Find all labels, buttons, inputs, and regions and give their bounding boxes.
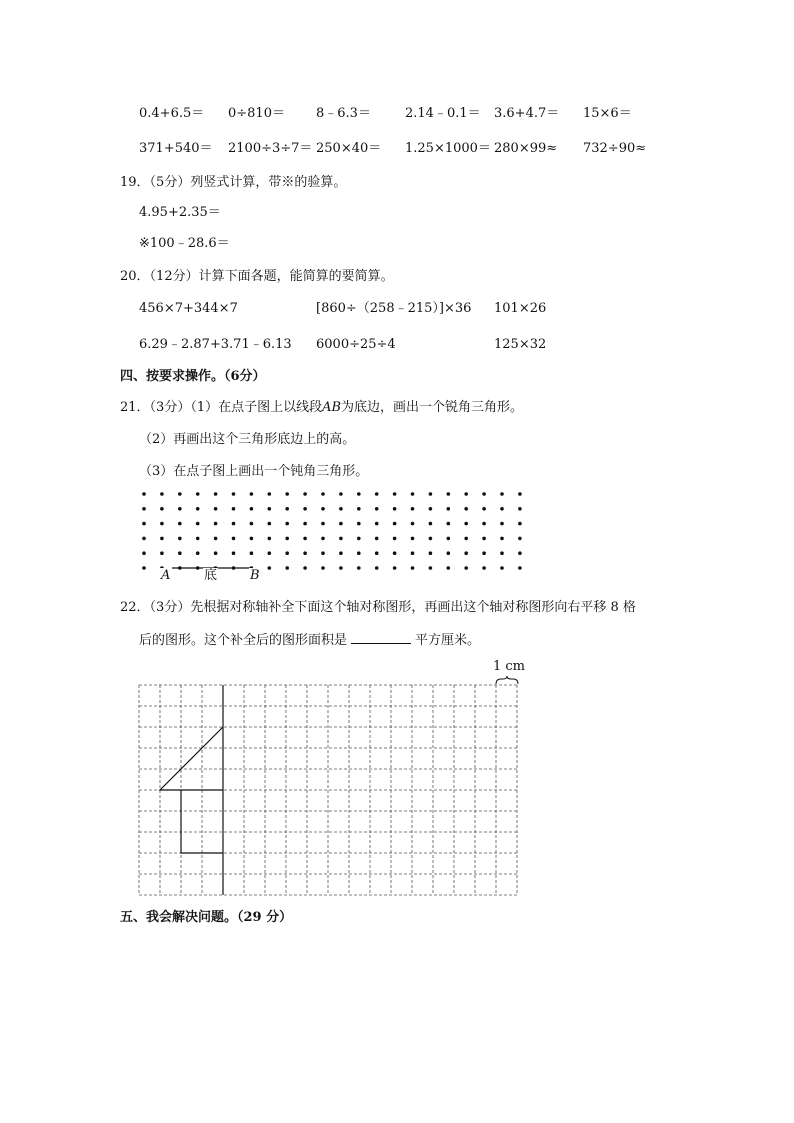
- point-a-label: A: [161, 568, 171, 583]
- q20-item: [860÷（258﹣215）]×36: [316, 301, 472, 316]
- calc-item: 371+540＝: [139, 141, 213, 156]
- q22-line2-suffix: 平方厘米。: [415, 633, 481, 648]
- calc-item: 250×40＝: [316, 141, 382, 156]
- q19-item: ※100﹣28.6＝: [139, 236, 230, 251]
- question-21-line-3: （3）在点子图上画出一个钝角三角形。: [139, 464, 369, 479]
- question-19-title: 19．（5分）列竖式计算，带※的验算。: [120, 175, 347, 190]
- q21-line1-prefix: 21．（3分）（1）在点子图上以线段: [120, 400, 323, 415]
- base-label: 底: [204, 568, 218, 583]
- q22-line2-prefix: 后的图形。这个补全后的图形面积是: [139, 633, 348, 648]
- calc-item: 0.4+6.5＝: [139, 106, 205, 121]
- q19-item: 4.95+2.35＝: [139, 205, 221, 220]
- brace-icon: [496, 676, 518, 684]
- question-22-line-1: 22．（3分）先根据对称轴补全下面这个轴对称图形，再画出这个轴对称图形向右平移 8 格: [120, 600, 636, 615]
- point-b-label: B: [250, 568, 260, 583]
- calc-item: 0÷810＝: [228, 106, 285, 121]
- calc-item: 1.25×1000＝: [405, 141, 491, 156]
- q20-item: 6000÷25÷4: [316, 337, 396, 352]
- section-5-title: 五、我会解决问题。（29 分）: [120, 910, 293, 925]
- question-20-title: 20．（12分）计算下面各题，能简算的要简算。: [120, 269, 394, 284]
- calc-item: 15×6＝: [583, 106, 632, 121]
- q21-line1-suffix: 为底边，画出一个锐角三角形。: [341, 400, 524, 415]
- calc-item: 2.14﹣0.1＝: [405, 106, 481, 121]
- q20-item: 125×32: [494, 337, 547, 352]
- question-21-line-2: （2）再画出这个三角形底边上的高。: [139, 432, 356, 447]
- calc-item: 732÷90≈: [583, 141, 647, 156]
- section-4-title: 四、按要求操作。（6分）: [120, 369, 266, 384]
- calc-item: 280×99≈: [494, 141, 558, 156]
- q20-item: 101×26: [494, 301, 547, 316]
- q20-item: 456×7+344×7: [139, 301, 238, 316]
- calc-item: 3.6+4.7＝: [494, 106, 560, 121]
- q20-item: 6.29﹣2.87+3.71﹣6.13: [139, 337, 292, 352]
- calc-item: 2100÷3÷7＝: [228, 141, 313, 156]
- q21-segment-ab: AB: [322, 400, 342, 415]
- half-figure-triangle: [160, 727, 223, 790]
- unit-label: 1 cm: [493, 659, 526, 674]
- calc-item: 8﹣6.3＝: [316, 106, 371, 121]
